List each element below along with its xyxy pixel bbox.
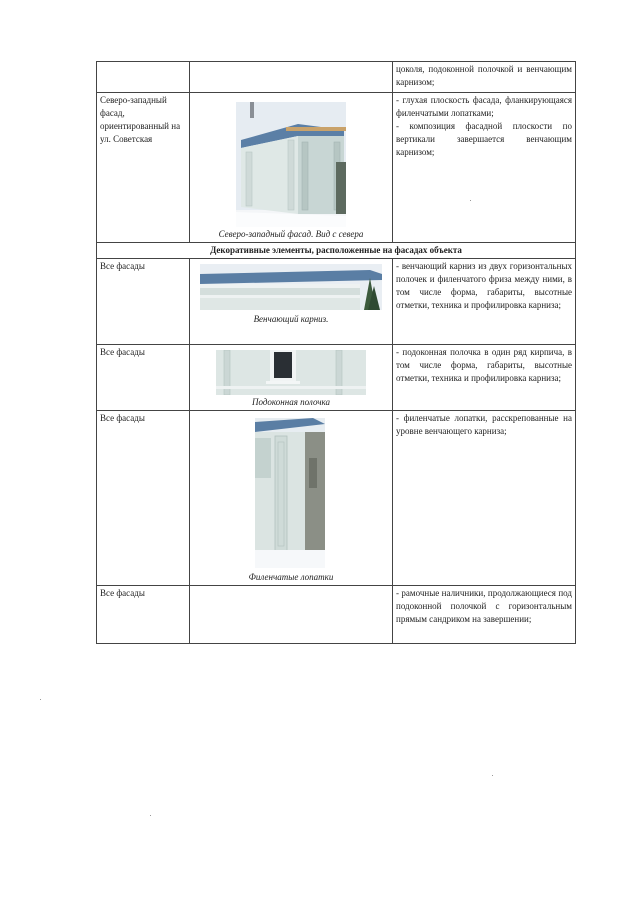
facade-name-cell: Все фасады [97, 345, 190, 411]
table-row [97, 62, 576, 93]
window-sill-photo [216, 350, 366, 395]
table-row [97, 411, 576, 586]
facade-name-cell: Все фасады [97, 259, 190, 345]
description-cell: - венчающий карниз из двух горизонтальных полочек и филенчатого фриза между ними, в том числе форма, габариты, высотные отметки, техника и профилировка карниза; [393, 259, 576, 345]
description-cell: - подоконная полочка в один ряд кирпича, в том числе форма, габариты, высотные отметки, техника и профилировка карниза; [393, 345, 576, 411]
section-header: Декоративные элементы, расположенные на фасадах объекта [97, 243, 576, 259]
photo-cell [190, 93, 393, 243]
facade-name-cell: Все фасады [97, 586, 190, 644]
cornice-photo [200, 264, 382, 310]
scan-speck [150, 815, 151, 816]
photo-cell [190, 259, 393, 345]
description-cell [393, 62, 576, 93]
photo-cell [190, 62, 393, 93]
table-row [97, 243, 576, 259]
facade-name-cell: Северо-западный фасад, ориентированный на ул. Советская [97, 93, 190, 243]
table-row [97, 345, 576, 411]
pilasters-photo [255, 418, 325, 568]
table-row [97, 93, 576, 243]
document-table [96, 61, 576, 644]
photo-cell [190, 345, 393, 411]
facade-name-cell [97, 62, 190, 93]
photo-caption: Подоконная полочка [251, 397, 331, 407]
description-text: - глухая плоскость фасада, фланкирующаяся филенчатыми лопатками; [396, 95, 572, 118]
facade-name-cell: Все фасады [97, 411, 190, 586]
photo-caption: Филенчатые лопатки [248, 572, 334, 582]
table-row [97, 586, 576, 644]
scan-speck [40, 699, 41, 700]
description-cell: - рамочные наличники, продолжающиеся под подоконной полочкой с горизонтальным прямым сандриком на завершении; [393, 586, 576, 644]
photo-cell [190, 586, 393, 644]
scan-speck [492, 775, 493, 776]
photo-caption: Венчающий карниз. [253, 314, 329, 324]
photo-caption: Северо-западный фасад. Вид с севера [218, 229, 364, 239]
scan-speck [470, 200, 471, 201]
description-cell [393, 93, 576, 243]
description-text: цоколя, подоконной полочкой и венчающим карнизом; [396, 64, 572, 87]
description-cell: - филенчатые лопатки, расскрепованные на уровне венчающего карниза; [393, 411, 576, 586]
table-row [97, 259, 576, 345]
description-text: - композиция фасадной плоскости по вертикали завершается венчающим карнизом; [396, 121, 572, 157]
northwest-facade-photo [236, 102, 346, 227]
photo-cell [190, 411, 393, 586]
